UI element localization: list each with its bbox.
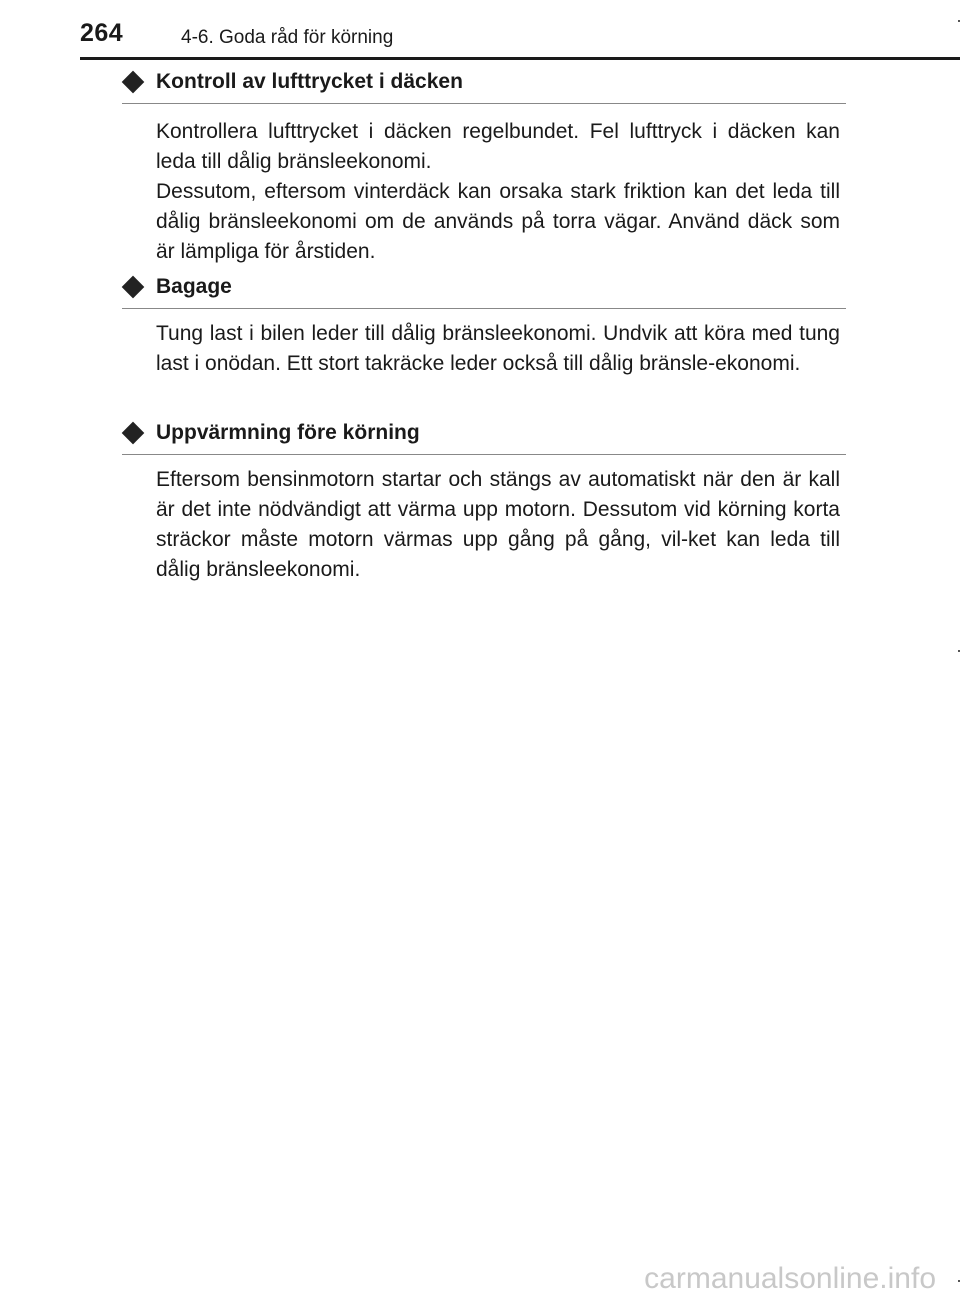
page-header [0, 0, 960, 60]
paragraph: Kontrollera lufttrycket i däcken regelbundet. Fel lufttryck i däcken kan leda till dålig bränsleekonomi. [156, 120, 840, 173]
section-heading [122, 272, 846, 309]
section-heading-text: Bagage [156, 275, 232, 298]
diamond-bullet-icon [122, 71, 145, 94]
header-rule [80, 57, 960, 60]
section-heading-text: Kontroll av lufttrycket i däcken [156, 70, 463, 93]
paragraph: Tung last i bilen leder till dålig bränsleekonomi. Undvik att köra med tung last i onödan. Ett stort takräcke leder också till dålig bränsle-ekonomi. [156, 322, 840, 375]
paragraph: Dessutom, eftersom vinterdäck kan orsaka stark friktion kan det leda till dålig bränsleekonomi om de används på torra vägar. Använd däck som är lämpliga för årstiden. [156, 180, 840, 263]
section-warmup [122, 418, 846, 585]
section-heading [122, 67, 846, 104]
section-heading [122, 418, 846, 455]
chapter-title: 4-6. Goda råd för körning [181, 27, 394, 48]
watermark: carmanualsonline.info [644, 1262, 936, 1295]
diamond-bullet-icon [122, 422, 145, 445]
section-luggage [122, 272, 846, 379]
paragraph: Eftersom bensinmotorn startar och stängs av automatiskt när den är kall är det inte nödvändigt att värma upp motorn. Dessutom vid körning korta sträckor måste motorn värmas upp gång på gång, vil-ket kan leda till dålig bränsleekonomi. [156, 468, 840, 581]
diamond-bullet-icon [122, 276, 145, 299]
page-number: 264 [80, 19, 124, 47]
section-heading-text: Uppvärmning före körning [156, 421, 420, 444]
section-tire-pressure [122, 67, 846, 267]
